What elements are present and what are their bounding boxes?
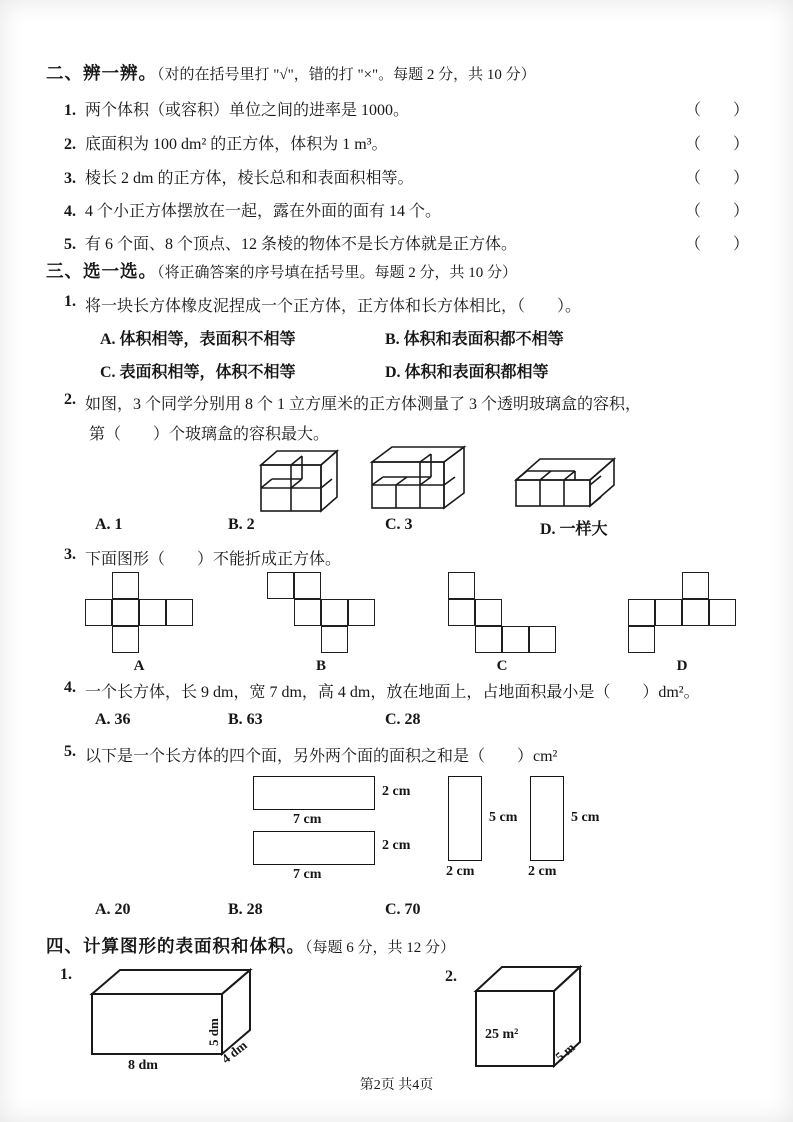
- section-calc-title: 四、计算图形的表面积和体积。: [46, 936, 305, 956]
- answer-paren: （ ）: [684, 102, 749, 119]
- tf-item-text: 棱长 2 dm 的正方体，棱长总和和表面积相等。: [85, 170, 414, 187]
- net-cell: [682, 572, 709, 599]
- net-cell: [502, 626, 529, 653]
- mc-q1-option-a: A. 体积相等，表面积不相等: [100, 331, 296, 348]
- mc-q3: [64, 546, 749, 569]
- section-calc-subtitle: （每题 6 分，共 12 分）: [305, 940, 456, 956]
- face-rect-h2: [253, 831, 375, 865]
- cube-face-area-label: 25 m²: [485, 1027, 519, 1042]
- answer-paren: （ ）: [684, 170, 749, 187]
- face-rect-v1: [448, 776, 482, 861]
- tf-item-num: 3.: [64, 170, 76, 187]
- cube-net-figure-b: [267, 572, 377, 674]
- dim-label: 5 cm: [489, 810, 518, 825]
- dim-label: 2 cm: [528, 864, 557, 879]
- mc-q2-line1: [64, 391, 749, 414]
- mc-q4: [64, 679, 749, 702]
- dim-label: 2 cm: [382, 784, 411, 799]
- mc-q2-option-b: B. 2: [228, 516, 255, 533]
- mc-q1-option-d: D. 体积和表面积都相等: [385, 364, 549, 381]
- section-calc-header: [46, 933, 455, 958]
- mc-q5: [64, 743, 749, 766]
- net-cell: [112, 572, 139, 599]
- net-cell: [709, 599, 736, 626]
- cube-depth-label: 5 m: [552, 1039, 578, 1065]
- tf-item-5: [64, 231, 749, 254]
- mc-q4-num: 4.: [64, 679, 76, 696]
- cube-net-label-c: C: [496, 658, 508, 674]
- net-cell: [655, 599, 682, 626]
- cube-net-label-d: D: [676, 658, 688, 674]
- tf-item-2: [64, 131, 749, 154]
- page-footer: 第2页 共4页: [359, 1078, 434, 1093]
- glass-box-figure-1: [253, 443, 345, 515]
- mc-q1-option-c: C. 表面积相等，体积不相等: [100, 364, 296, 381]
- tf-item-num: 2.: [64, 136, 76, 153]
- mc-q4-option-a: A. 36: [95, 711, 131, 728]
- cube-net-figure-d: [628, 572, 738, 674]
- tf-item-text: 两个体积（或容积）单位之间的进率是 1000。: [85, 102, 410, 119]
- cuboid-figure: [80, 956, 265, 1074]
- mc-q3-num: 3.: [64, 546, 76, 563]
- net-cell: [348, 599, 375, 626]
- net-cell: [529, 626, 556, 653]
- mc-q5-option-b: B. 28: [228, 901, 263, 918]
- net-cell: [682, 599, 709, 626]
- face-rect-h1: [253, 776, 375, 810]
- mc-q4-option-b: B. 63: [228, 711, 263, 728]
- glass-box-figure-3: [510, 448, 620, 512]
- cuboid-length-label: 8 dm: [128, 1058, 158, 1073]
- mc-q5-text: 以下是一个长方体的四个面，另外两个面的面积之和是（ ）cm²: [85, 748, 558, 765]
- answer-paren: （ ）: [684, 203, 749, 220]
- mc-q5-option-a: A. 20: [95, 901, 131, 918]
- mc-q4-text: 一个长方体，长 9 dm，宽 7 dm，高 4 dm，放在地面上，占地面积最小是（ ）dm²。: [85, 684, 700, 701]
- section-tf-header: [46, 60, 536, 85]
- net-cell: [448, 599, 475, 626]
- tf-item-text: 有 6 个面、8 个顶点、12 条棱的物体不是长方体就是正方体。: [85, 236, 518, 253]
- net-cell: [267, 572, 294, 599]
- cube-net-figure-c: [448, 572, 558, 674]
- net-cell: [166, 599, 193, 626]
- cube-net-figure-a: [85, 572, 195, 674]
- dim-label: 2 cm: [446, 864, 475, 879]
- net-cell: [294, 599, 321, 626]
- mc-q1-num: 1.: [64, 293, 76, 310]
- mc-q2-text-line2: 第（ ）个玻璃盒的容积最大。: [89, 426, 330, 443]
- net-cell: [448, 572, 475, 599]
- mc-q5-num: 5.: [64, 743, 76, 760]
- section-mc-title: 三、选一选。: [46, 261, 157, 281]
- mc-q2-num: 2.: [64, 391, 76, 408]
- section-tf-title: 二、辨一辨。: [46, 63, 157, 83]
- cuboid-depth-label: 4 dm: [218, 1037, 250, 1067]
- net-cell: [321, 626, 348, 653]
- face-rect-v2: [530, 776, 564, 861]
- calc-fig1-num: 1.: [60, 966, 72, 983]
- section-mc-subtitle: （将正确答案的序号填在括号里。每题 2 分，共 10 分）: [157, 265, 518, 281]
- glass-box-figure-2: [366, 440, 470, 514]
- dim-label: 7 cm: [293, 867, 322, 882]
- mc-q5-figure: [0, 768, 793, 893]
- mc-q2-option-a: A. 1: [95, 516, 123, 533]
- cube-net-label-b: B: [315, 658, 326, 674]
- mc-q1: [64, 293, 749, 316]
- net-cell: [294, 572, 321, 599]
- net-cell: [475, 626, 502, 653]
- section-mc-header: [46, 258, 517, 283]
- section-tf-subtitle: （对的在括号里打 "√"，错的打 "×"。每题 2 分，共 10 分）: [157, 67, 536, 83]
- net-cell: [112, 599, 139, 626]
- net-cell: [85, 599, 112, 626]
- answer-paren: （ ）: [684, 236, 749, 253]
- net-cell: [628, 626, 655, 653]
- mc-q2-option-c: C. 3: [385, 516, 413, 533]
- mc-q2-text-line1: 如图，3 个同学分别用 8 个 1 立方厘米的正方体测量了 3 个透明玻璃盒的容积，: [85, 396, 642, 413]
- tf-item-1: [64, 97, 749, 120]
- cuboid-height-label: 5 dm: [206, 1018, 221, 1046]
- net-cell: [112, 626, 139, 653]
- dim-label: 2 cm: [382, 838, 411, 853]
- tf-item-num: 5.: [64, 236, 76, 253]
- tf-item-text: 底面积为 100 dm² 的正方体，体积为 1 m³。: [85, 136, 388, 153]
- tf-item-num: 4.: [64, 203, 76, 220]
- cube-net-label-a: A: [133, 658, 145, 674]
- answer-paren: （ ）: [684, 136, 749, 153]
- tf-item-3: [64, 165, 749, 188]
- tf-item-text: 4 个小正方体摆放在一起，露在外面的面有 14 个。: [85, 203, 442, 220]
- net-cell: [475, 599, 502, 626]
- calc-fig2-num: 2.: [445, 968, 457, 985]
- dim-label: 7 cm: [293, 812, 322, 827]
- mc-q5-option-c: C. 70: [385, 901, 421, 918]
- dim-label: 5 cm: [571, 810, 600, 825]
- mc-q1-text: 将一块长方体橡皮泥捏成一个正方体，正方体和长方体相比，（ ）。: [85, 298, 582, 315]
- mc-q3-text: 下面图形（ ）不能折成正方体。: [85, 551, 342, 568]
- net-cell: [321, 599, 348, 626]
- net-cell: [139, 599, 166, 626]
- mc-q4-option-c: C. 28: [385, 711, 421, 728]
- cube-figure: [468, 956, 618, 1076]
- mc-q1-option-b: B. 体积和表面积都不相等: [385, 331, 564, 348]
- tf-item-num: 1.: [64, 102, 76, 119]
- mc-q2-option-d: D. 一样大: [540, 521, 608, 538]
- tf-item-4: [64, 198, 749, 221]
- net-cell: [628, 599, 655, 626]
